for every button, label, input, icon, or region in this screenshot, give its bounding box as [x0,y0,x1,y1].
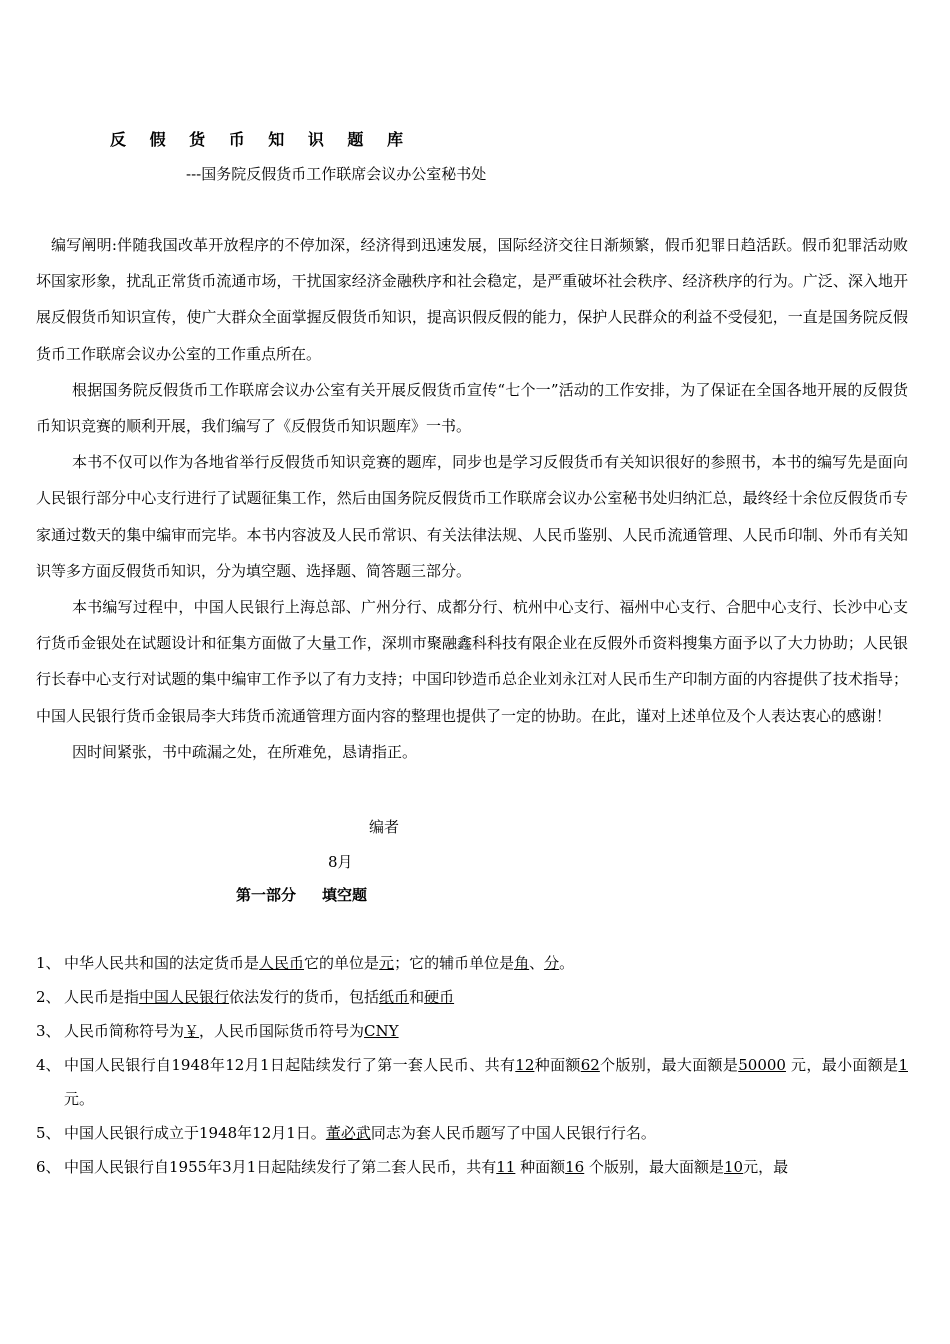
question-number: 6、 [36,1158,61,1176]
answer-blank: 人民币 [259,954,305,972]
question-text: 、 [529,954,545,972]
answer-blank: 50000 [738,1056,786,1074]
question-item [36,946,908,980]
answer-blank: CNY [364,1022,399,1040]
answer-blank: 角 [514,954,530,972]
answer-blank: 硬币 [424,988,455,1006]
question-text: 中国人民银行成立于1948年12月1日。 [64,1124,326,1142]
question-text: 它的单位是 [304,954,380,972]
part-number: 第一部分 [236,886,297,904]
question-text: ，人民币国际货币符号为 [199,1022,365,1040]
document-subtitle: ---国务院反假货币工作联席会议办公室秘书处 [186,165,487,183]
part-heading [236,884,367,905]
question-text: 元，最 [743,1158,789,1176]
question-text: 元。 [64,1090,95,1108]
question-text: 个版别，最大面额是 [584,1158,725,1176]
question-item [36,1116,908,1150]
question-text: 人民币是指 [64,988,140,1006]
question-text: 种面额 [515,1158,566,1176]
part-name: 填空题 [322,886,368,904]
question-text: 同志为套人民币题写了中国人民银行行名。 [370,1124,656,1142]
answer-blank: 10 [724,1158,744,1176]
question-text: 中国人民银行自1948年12月1日起陆续发行了第一套人民币、共有 [64,1056,516,1074]
question-text: 人民币简称符号为 [64,1022,185,1040]
question-item [36,1150,908,1184]
question-text: 中国人民银行自1955年3月1日起陆续发行了第二套人民币，共有 [64,1158,497,1176]
question-number: 3、 [36,1022,61,1040]
question-list [36,946,908,1184]
answer-blank: 董必武 [325,1124,371,1142]
preface-paragraph: 本书不仅可以作为各地省举行反假货币知识竞赛的题库，同步也是学习反假货币有关知识很好的参照书，本书的编写先是面向人民银行部分中心支行进行了试题征集工作，然后由国务院反假货币工作联席会议办公室秘书处归纳汇总，最终经十余位反假货币专家通过数天的集中编审而完毕。本书内容波及人民币常识、有关法律法规、人民币鉴别、人民币流通管理、人民币印制、外币有关知识等多方面反假货币知识，分为填空题、选择题、简答题三部分。 [36,453,908,580]
date-month: 8月 [328,853,353,871]
question-number: 4、 [36,1056,61,1074]
answer-blank: 中国人民银行 [139,988,230,1006]
question-item [36,1048,908,1116]
question-number: 5、 [36,1124,61,1142]
question-number: 1、 [36,954,61,972]
preface-paragraph: 因时间紧张，书中疏漏之处，在所难免，恳请指正。 [72,742,418,761]
answer-blank: 纸币 [379,988,410,1006]
answer-blank: 16 [565,1158,585,1176]
question-text: 和 [409,988,425,1006]
preface-paragraph: 编写阐明:伴随我国改革开放程序的不停加深，经济得到迅速发展，国际经济交往日渐频繁，假币犯罪日趋活跃。假币犯罪活动败坏国家形象，扰乱正常货币流通市场，干扰国家经济金融秩序和社会稳定，是严重破坏社会秩序、经济秩序的行为。广泛、深入地开展反假货币知识宣传，使广大群众全面掌握反假货币知识，提高识假反假的能力，保护人民群众的利益不受侵犯，一直是国务院反假货币工作联席会议办公室的工作重点所在。 [36,236,908,363]
question-number: 2、 [36,988,61,1006]
answer-blank: 分 [544,954,560,972]
question-text: 依法发行的货币，包括 [229,988,380,1006]
preface-body [36,227,908,770]
question-item [36,980,908,1014]
question-text: 元，最小面额是 [785,1056,899,1074]
answer-blank: 元 [379,954,395,972]
question-item [36,1014,908,1048]
answer-blank: 12 [515,1056,535,1074]
answer-blank: 11 [496,1158,516,1176]
question-text: 。 [559,954,575,972]
question-text: 中华人民共和国的法定货币是 [64,954,260,972]
answer-blank: 1 [898,1056,908,1074]
question-text: 种面额 [534,1056,581,1074]
preface-paragraph: 本书编写过程中，中国人民银行上海总部、广州分行、成都分行、杭州中心支行、福州中心支行、合肥中心支行、长沙中心支行货币金银处在试题设计和征集方面做了大量工作，深圳市聚融鑫科科技有限企业在反假外币资料搜集方面予以了大力协助；人民银行长春中心支行对试题的集中编审工作予以了有力支持；中国印钞造币总企业刘永江对人民币生产印制方面的内容提供了技术指导；中国人民银行货币金银局李大玮货币流通管理方面内容的整理也提供了一定的协助。在此，谨对上述单位及个人表达衷心的感谢！ [36,598,908,725]
editor-signature: 编者 [369,818,400,836]
question-text: ；它的辅币单位是 [394,954,515,972]
answer-blank: 62 [580,1056,600,1074]
preface-paragraph: 根据国务院反假货币工作联席会议办公室有关开展反假货币宣传“七个一”活动的工作安排，为了保证在全国各地开展的反假货币知识竞赛的顺利开展，我们编写了《反假货币知识题库》一书。 [36,380,908,436]
question-text: 个版别，最大面额是 [599,1056,739,1074]
answer-blank: ￥ [184,1022,200,1040]
document-title: 反 假 货 币 知 识 题 库 [110,130,412,149]
